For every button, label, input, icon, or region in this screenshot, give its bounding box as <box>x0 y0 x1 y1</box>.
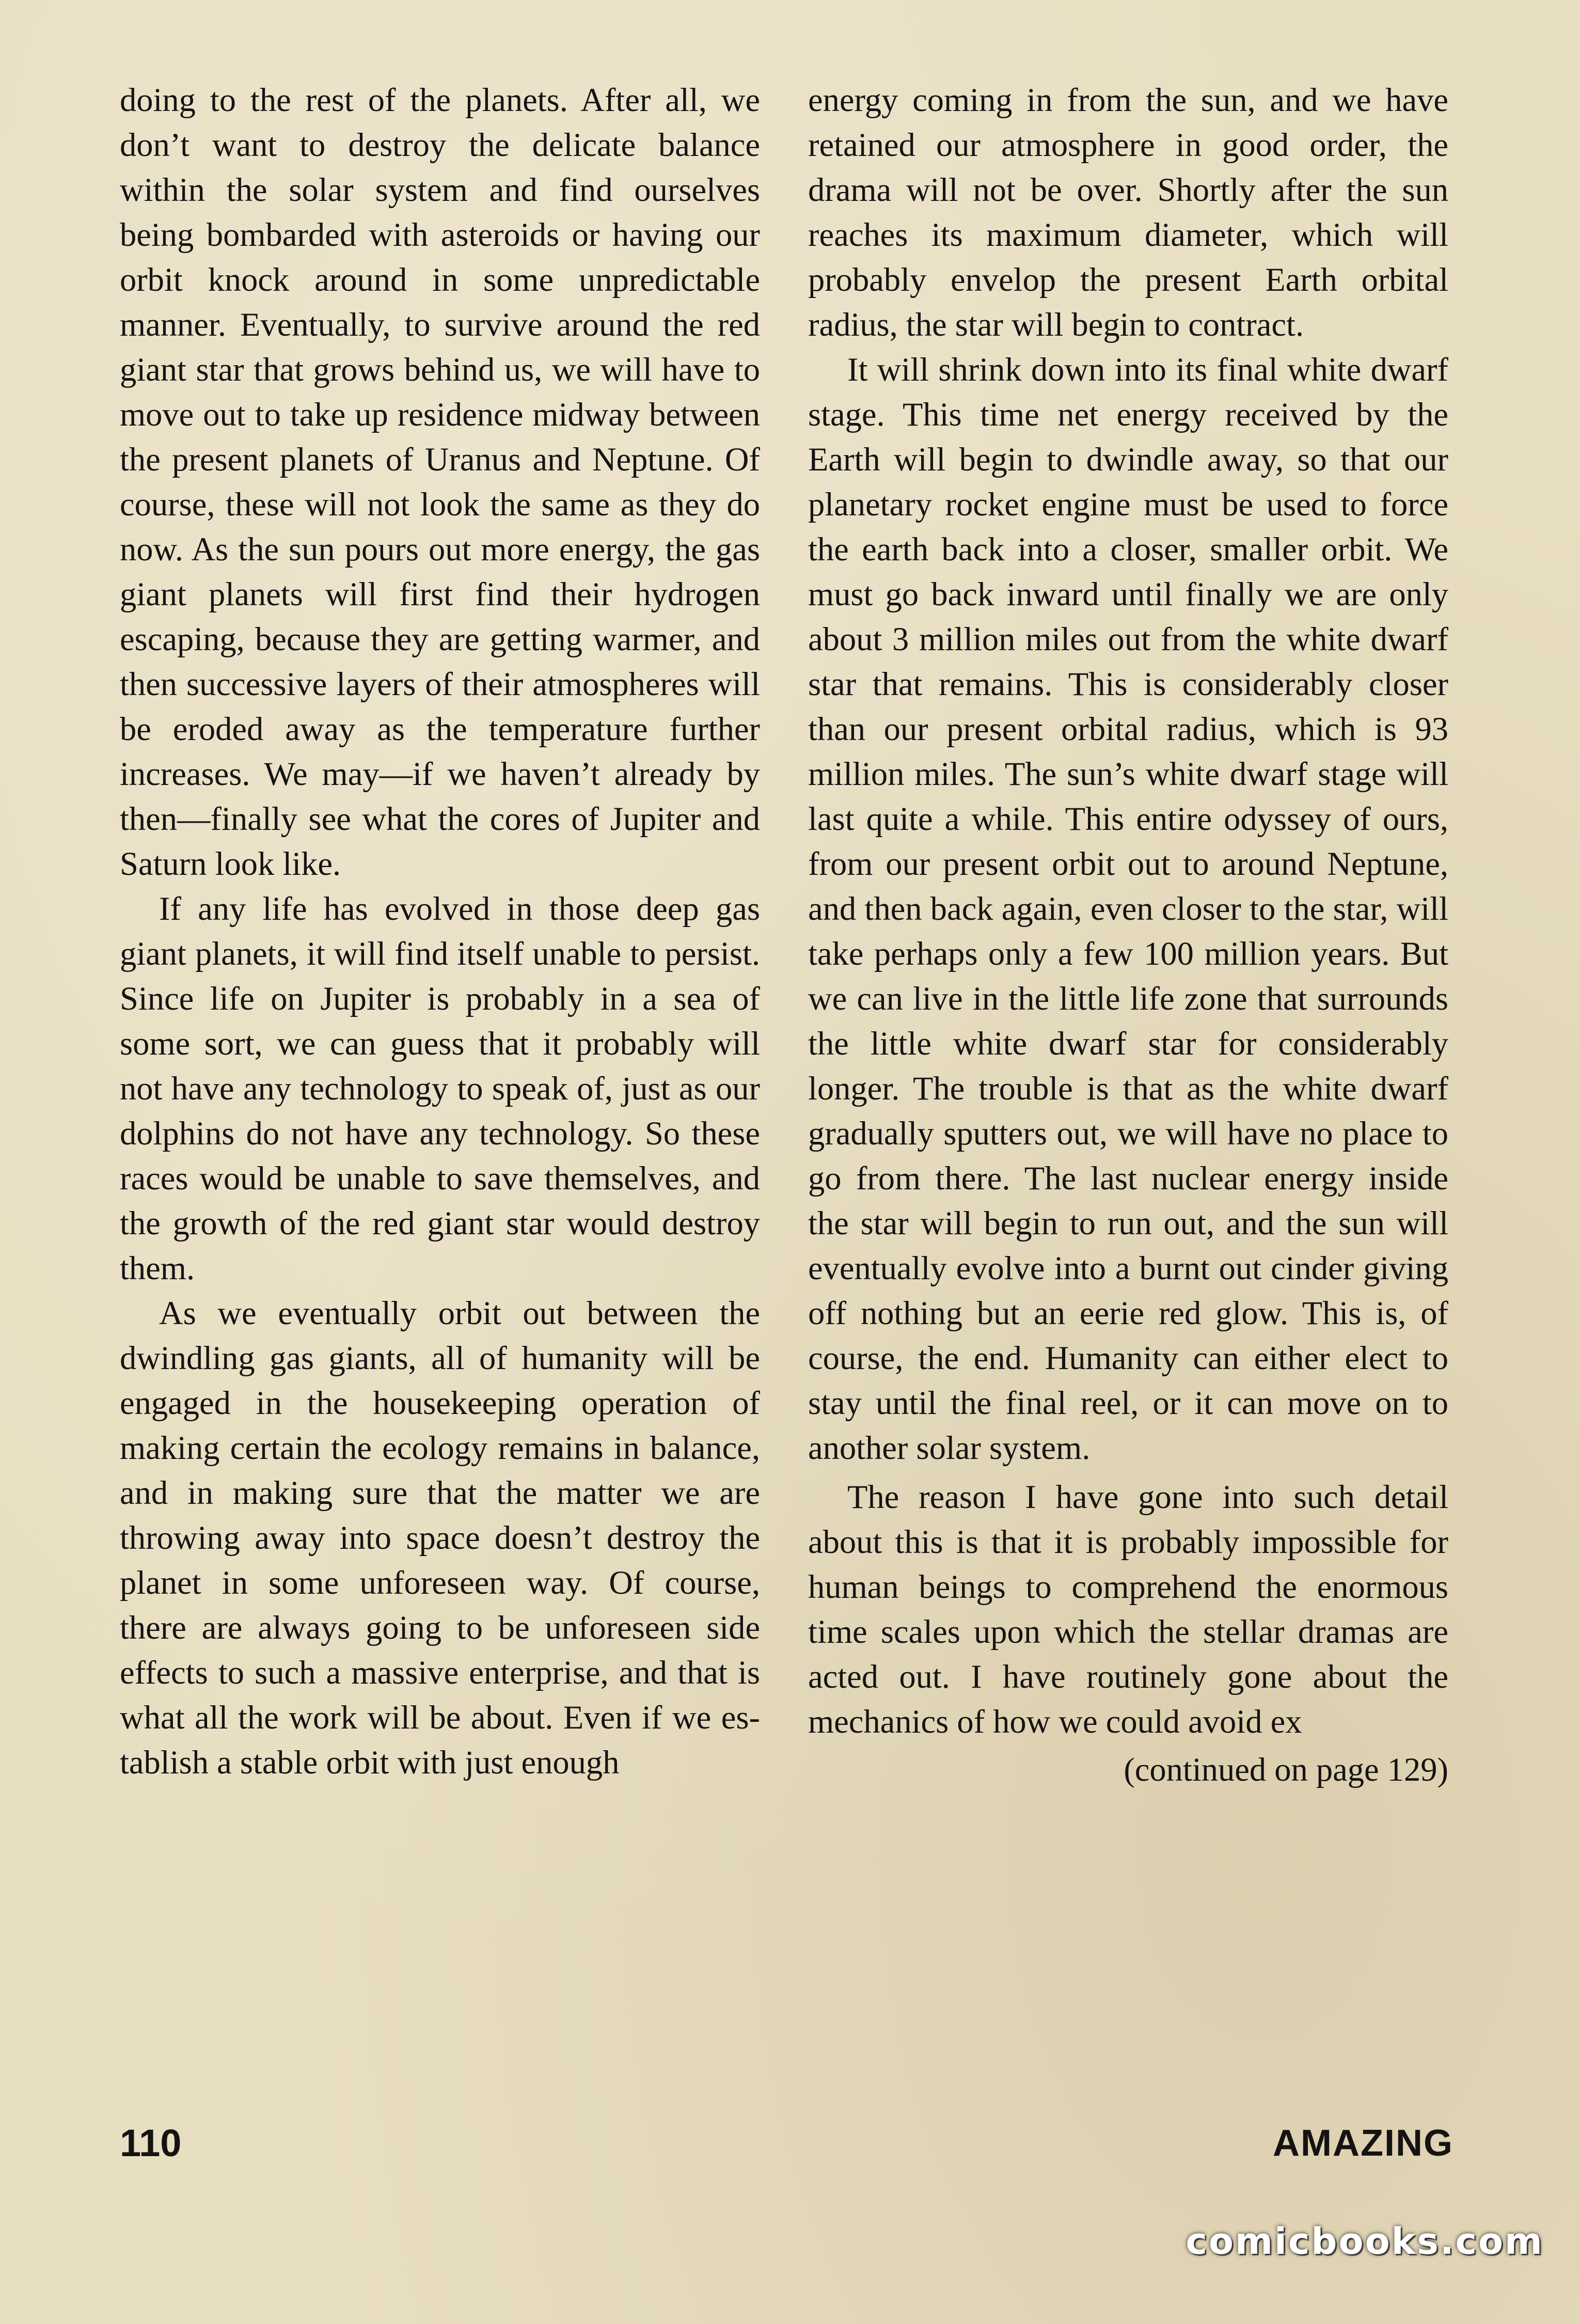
page-number: 110 <box>120 2122 182 2164</box>
continued-note: (continued on page 129) <box>1124 1751 1448 1788</box>
paragraph-left-1: doing to the rest of the planets. After all, we don’t want to destroy the delicate balance within the solar system and find ourselves being bombarded with asteroids or having our orbit knock around in some unpredictable manner. Eventually, to survive around the red giant star that grows behind us, we will have to move out to take up residence midway between the present planets of Uranus and Neptune. Of course, these will not look the same as they do now. As the sun pours out more energy, the gas giant planets will first find their hydrogen escaping, because they are getting warmer, and then successive layers of their atmospheres will be eroded away as the temperature further increases. We may—if we haven’t already by then—finally see what the cores of Jupiter and Saturn look like. <box>120 82 760 882</box>
magazine-title: AMAZING <box>1273 2123 1453 2164</box>
paragraph-right-3: The reason I have gone into such detail about this is that it is probably impossible for human beings to comprehend the enormous time scales upon which the stellar dramas are acted out. I have routinely gone about the mechanics of how we could avoid ex <box>808 1479 1448 1740</box>
left-column <box>120 77 760 1785</box>
paragraph-right-2: It will shrink down into its final white dwarf stage. This time net energy received by the Earth will begin to dwindle away, so that our planetary rocket engine must be used to force the earth back into a closer, smaller orbit. We must go back inward until finally we are only about 3 million miles out from the white dwarf star that remains. This is considerably closer than our present orbital radius, which is 93 million miles. The sun’s white dwarf stage will last quite a while. This entire odyssey of ours, from our present orbit out to around Neptune, and then back again, even closer to the star, will take perhaps only a few 100 million years. But we can live in the little life zone that surrounds the little white dwarf star for considerably longer. The trouble is that as the white dwarf gradually sputters out, we will have no place to go from there. The last nuclear energy inside the star will begin to run out, and the sun will eventually evolve into a burnt out cinder giving off nothing but an eerie red glow. This is, of course, the end. Humanity can either elect to stay until the final reel, or it can move on to another solar system. <box>808 351 1448 1466</box>
paragraph-right-1: energy coming in from the sun, and we have retained our atmosphere in good order, the drama will not be over. Shortly after the sun reaches its maximum diameter, which will probably envelop the present Earth orbital radius, the star will begin to contract. <box>808 82 1448 343</box>
paragraph-left-3: As we eventually orbit out between the dwindling gas giants, all of humanity will be engaged in the housekeeping operation of making certain the ecology remains in balance, and in making sure that the matter we are throwing away into space doesn’t destroy the planet in some unforeseen way. Of course, there are always going to be unforeseen side effects to such a massive enterprise, and that is what all the work will be about. Even if we establish a stable orbit with just enough <box>120 1295 760 1781</box>
right-column <box>808 77 1448 1792</box>
paragraph-left-2: If any life has evolved in those deep gas giant planets, it will find itself unable to persist. Since life on Jupiter is probably in a sea of some sort, we can guess that it probably will not have any technology to speak of, just as our dolphins do not have any technology. So these races would be unable to save themselves, and the growth of the red giant star would destroy them. <box>120 890 760 1286</box>
watermark-text: comicbooks.com <box>1186 2220 1544 2263</box>
